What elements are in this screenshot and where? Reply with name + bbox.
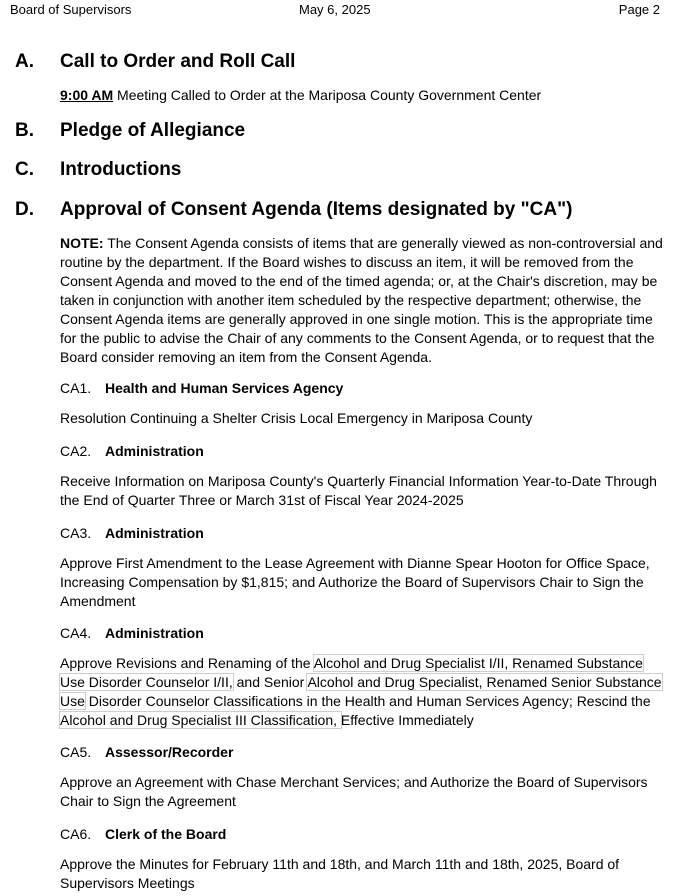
agenda-item-ca6-heading [60, 826, 226, 842]
call-to-order-desc: Meeting Called to Order at the Mariposa County Government Center [113, 87, 542, 103]
highlighted-text: Alcohol and Drug Specialist I/II, Renamed Substance Use Disorder Counselor I/II, [60, 655, 643, 690]
item-department: Assessor/Recorder [105, 744, 234, 760]
section-title: Introductions [60, 159, 182, 180]
item-number: CA2. [60, 443, 92, 459]
agenda-item-ca2-heading [60, 443, 204, 459]
call-to-order-text [60, 86, 663, 105]
highlighted-text: Alcohol and Drug Specialist, Renamed Senior Substance Use [60, 674, 662, 709]
item-department: Administration [105, 525, 204, 541]
item-number: CA5. [60, 744, 92, 760]
page-header [0, 2, 680, 20]
item-department: Health and Human Services Agency [105, 380, 344, 396]
section-d-heading [15, 199, 572, 221]
description-text: and Senior [232, 674, 308, 690]
description-text: Disorder Counselor Classifications in the Health and Human Services Agency; Rescind the [84, 693, 651, 709]
item-number: CA3. [60, 525, 92, 541]
section-title: Call to Order and Roll Call [60, 51, 296, 72]
agenda-item-ca5-heading [60, 744, 233, 760]
section-title: Approval of Consent Agenda (Items designated by "CA") [60, 199, 573, 220]
section-c-heading [15, 159, 181, 181]
note-label: NOTE: [60, 235, 104, 251]
section-title: Pledge of Allegiance [60, 120, 246, 141]
section-a-heading [15, 51, 295, 73]
item-department: Administration [105, 443, 204, 459]
note-text: The Consent Agenda consists of items that are generally viewed as non-controversial and routine by the department. If the Board wishes to discuss an item, it will be removed from the Consent Agenda and moved to the end of the timed agenda; or, at the Chair's discretion, may be taken in conjunction with another item scheduled by the respective department; otherwise, the Consent Agenda items are generally approved in one single motion. This is the appropriate time for the public to advise the Chair of any comments to the Consent Agenda, or to request that the Board consider removing an item from the Consent Agenda. [60, 235, 663, 365]
section-letter: C. [15, 159, 34, 180]
item-department: Administration [105, 625, 204, 641]
agenda-item-ca4-description [60, 654, 663, 730]
section-b-heading [15, 120, 245, 142]
header-date: May 6, 2025 [299, 2, 371, 17]
agenda-item-ca5-description: Approve an Agreement with Chase Merchant Services; and Authorize the Board of Supervisors Chair to Sign the Agreement [60, 774, 648, 809]
agenda-item-ca4-heading [60, 625, 204, 641]
item-number: CA6. [60, 826, 92, 842]
agenda-item-ca1-heading [60, 380, 343, 396]
agenda-item-ca3-description: Approve First Amendment to the Lease Agreement with Dianne Spear Hooton for Office Space, Increasing Compensation by $1,815; and Authorize the Board of Supervisors Chair to Sign the Amendment [60, 555, 650, 609]
section-letter: D. [15, 199, 34, 220]
header-page-number: Page 2 [618, 2, 660, 17]
item-number: CA4. [60, 625, 92, 641]
item-number: CA1. [60, 380, 92, 396]
description-text: Approve Revisions and Renaming of the [60, 655, 314, 671]
agenda-item-ca1-description: Resolution Continuing a Shelter Crisis Local Emergency in Mariposa County [60, 410, 533, 426]
highlighted-text: Alcohol and Drug Specialist III Classification, [60, 712, 341, 728]
section-letter: B. [15, 120, 34, 141]
consent-agenda-note [60, 234, 663, 367]
meeting-time: 9:00 AM [60, 87, 114, 103]
item-department: Clerk of the Board [105, 826, 227, 842]
header-board: Board of Supervisors [10, 2, 132, 17]
agenda-item-ca3-heading [60, 525, 204, 541]
section-letter: A. [15, 51, 34, 72]
agenda-item-ca2-description: Receive Information on Mariposa County's Quarterly Financial Information Year-to-Date Through the End of Quarter Three or March 31st of Fiscal Year 2024-2025 [60, 473, 657, 508]
agenda-item-ca6-description: Approve the Minutes for February 11th and 18th, and March 11th and 18th, 2025, Board of Supervisors Meetings [60, 856, 620, 891]
description-text: Effective Immediately [340, 712, 474, 728]
